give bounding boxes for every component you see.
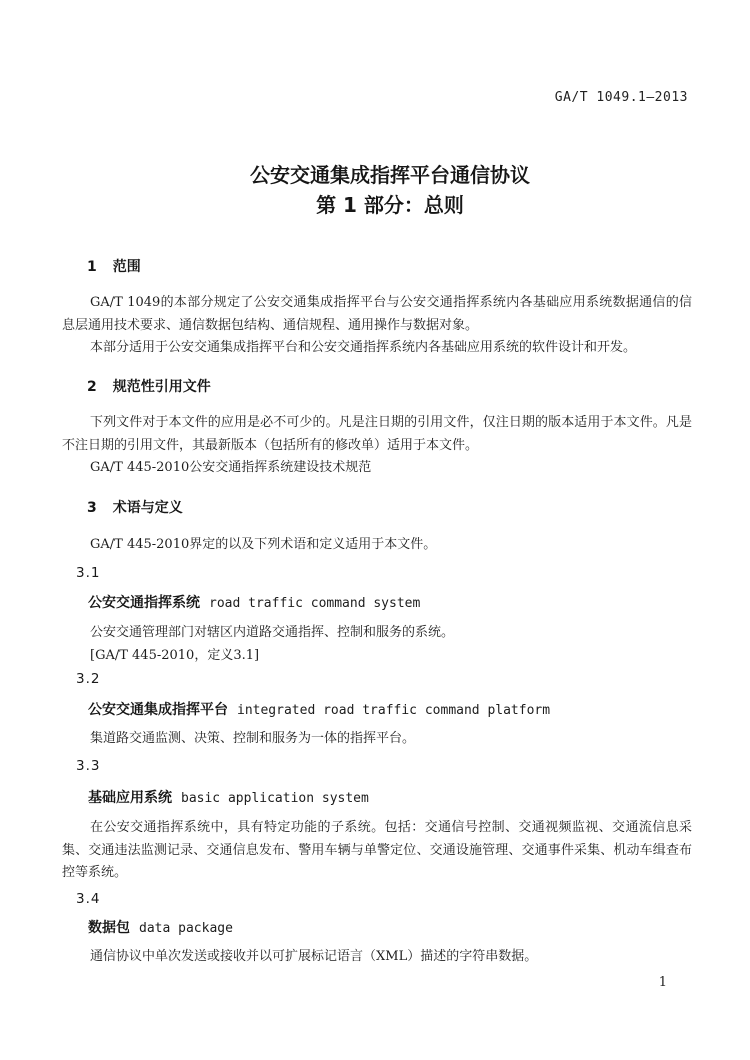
term-3-1-source: [GA/T 445-2010，定义3.1] <box>90 647 260 663</box>
clause-1-paragraph-2: 本部分适用于公安交通集成指挥平台和公安交通指挥系统内各基础应用系统的软件设计和开发。 <box>90 340 637 355</box>
term-3-3-definition: 在公安交通指挥系统中，具有特定功能的子系统。包括：交通信号控制、交通视频监视、交通流信息采集、交通违法监测记录、交通信息发布、警用车辆与单警定位、交通设施管理、交通事件采集、机动车缉查布控等系统。 <box>62 820 692 880</box>
term-3-4-en: data package <box>139 921 233 936</box>
term-3-1-definition-block <box>62 622 692 667</box>
term-3-4-definition: 通信协议中单次发送或接收并以可扩展标记语言（XML）描述的字符串数据。 <box>90 949 538 964</box>
clause-1-label: 范围 <box>112 259 141 275</box>
clause-3-intro: GA/T 445-2010界定的以及下列术语和定义适用于本文件。 <box>90 537 437 552</box>
clause-1-paragraph-1: GA/T 1049的本部分规定了公安交通集成指挥平台与公安交通指挥系统内各基础应用系统数据通信的信息层通用技术要求、通信数据包结构、通信规程、通用操作与数据对象。 <box>62 295 692 333</box>
clause-3-heading <box>62 497 692 517</box>
clause-1-number: 1 <box>87 259 97 275</box>
clause-2-number: 2 <box>87 379 97 395</box>
term-3-4-number: 3.4 <box>76 891 101 907</box>
page-number: 1 <box>658 975 667 990</box>
document-title-line2: 第 1 部分：总则 <box>316 193 464 217</box>
doc-number: GA/T 1049.1—2013 <box>554 90 688 105</box>
term-3-2-number: 3.2 <box>76 671 101 687</box>
term-3-3-zh: 基础应用系统 <box>88 790 172 806</box>
term-3-4-heading <box>62 917 692 937</box>
clause-3-label: 术语与定义 <box>112 500 183 516</box>
term-3-3-en: basic application system <box>181 791 369 806</box>
term-3-1-heading <box>62 592 692 612</box>
document-title <box>62 160 718 220</box>
term-3-1-en: road traffic command system <box>209 596 421 611</box>
term-3-3-number: 3.3 <box>76 758 101 774</box>
clause-2-label: 规范性引用文件 <box>112 379 211 395</box>
term-3-1-definition: 公安交通管理部门对辖区内道路交通指挥、控制和服务的系统。 <box>90 625 455 640</box>
clause-3-number: 3 <box>87 500 97 516</box>
term-3-1-number: 3.1 <box>76 565 101 581</box>
term-3-2-zh: 公安交通集成指挥平台 <box>88 702 228 718</box>
term-3-3-heading <box>62 787 692 807</box>
clause-2-intro: 下列文件对于本文件的应用是必不可少的。凡是注日期的引用文件，仅注日期的版本适用于本文件。凡是不注日期的引用文件，其最新版本（包括所有的修改单）适用于本文件。 <box>62 415 692 453</box>
term-3-1-zh: 公安交通指挥系统 <box>88 595 200 611</box>
clause-2-heading <box>62 376 692 396</box>
term-3-2-definition: 集道路交通监测、决策、控制和服务为一体的指挥平台。 <box>90 731 416 746</box>
term-3-2-heading <box>62 699 692 719</box>
document-title-line1: 公安交通集成指挥平台通信协议 <box>250 163 530 187</box>
clause-1-heading <box>62 256 692 276</box>
clause-2-reference: GA/T 445-2010公安交通指挥系统建设技术规范 <box>90 460 372 475</box>
term-3-2-en: integrated road traffic command platform <box>237 703 551 718</box>
term-3-4-zh: 数据包 <box>88 920 130 936</box>
